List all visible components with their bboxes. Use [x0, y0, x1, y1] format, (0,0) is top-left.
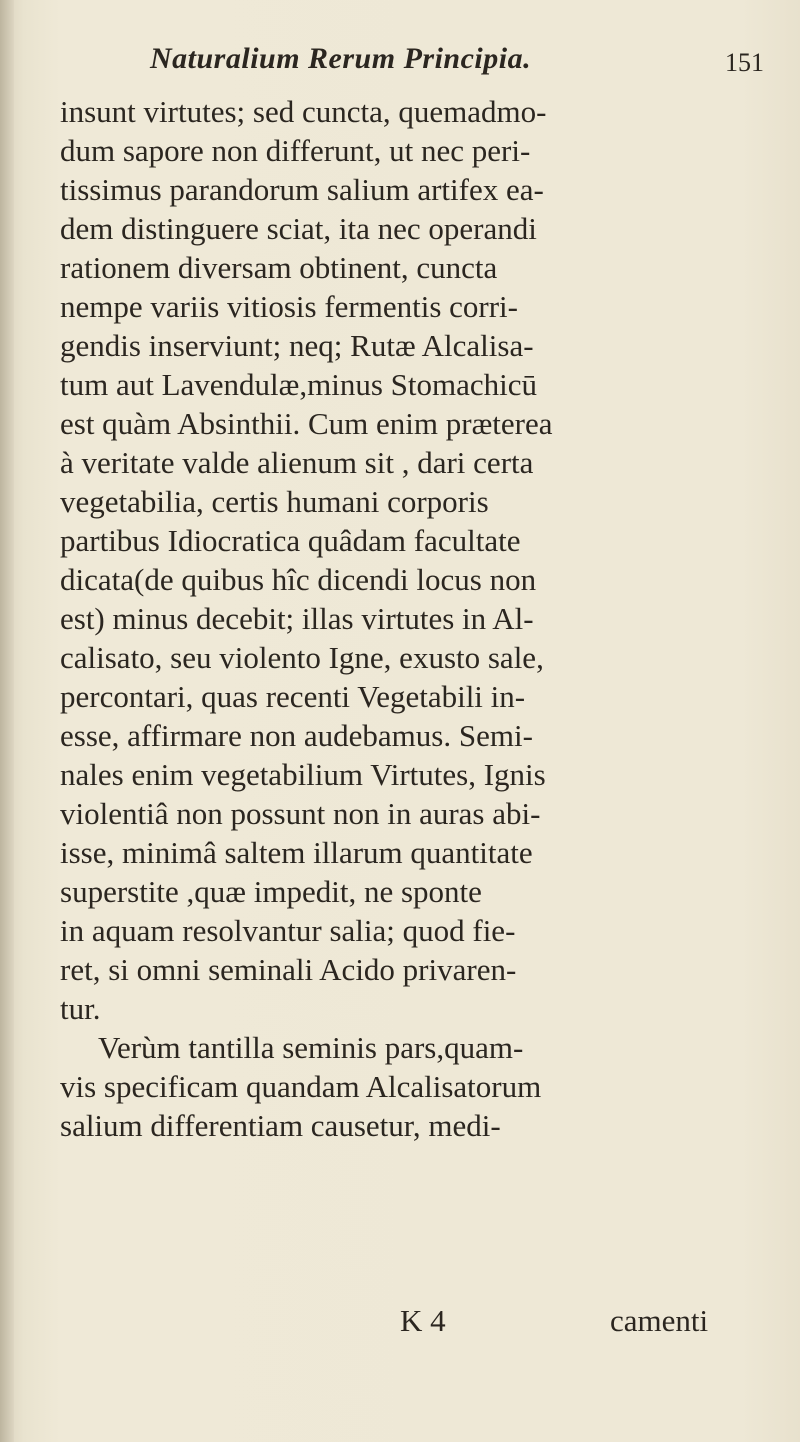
- text-line: tur.: [60, 991, 101, 1026]
- text-line: rationem diversam obtinent, cuncta: [60, 250, 498, 285]
- text-line: in aquam resolvantur salia; quod fie-: [60, 913, 516, 948]
- text-line: esse, affirmare non audebamus. Semi-: [60, 718, 533, 753]
- text-line: superstite ,quæ impedit, ne sponte: [60, 874, 482, 909]
- text-line: dicata(de quibus hîc dicendi locus non: [60, 562, 537, 597]
- catchword: camenti: [610, 1303, 709, 1338]
- text-line: est) minus decebit; illas virtutes in Al-: [60, 601, 534, 636]
- text-line: nales enim vegetabilium Virtutes, Ignis: [60, 757, 546, 792]
- page-footer: [0, 1303, 800, 1343]
- text-line: percontari, quas recenti Vegetabili in-: [60, 679, 526, 714]
- text-line: dum sapore non differunt, ut nec peri-: [60, 133, 531, 168]
- page-number: 151: [725, 48, 764, 77]
- text-line: tum aut Lavendulæ,minus Stomachicū: [60, 367, 537, 402]
- running-title: Naturalium Rerum Principia.: [150, 42, 532, 75]
- page-header: [0, 42, 800, 86]
- text-line: calisato, seu violento Igne, exusto sale,: [60, 640, 544, 675]
- text-line: à veritate valde alienum sit , dari certa: [60, 445, 534, 480]
- text-line: nempe variis vitiosis fermentis corri-: [60, 289, 518, 324]
- text-line: dem distinguere sciat, ita nec operandi: [60, 211, 537, 246]
- text-line: tissimus parandorum salium artifex ea-: [60, 172, 544, 207]
- text-line: est quàm Absinthii. Cum enim præterea: [60, 406, 553, 441]
- signature-mark: K 4: [400, 1303, 446, 1338]
- text-line: gendis inserviunt; neq; Rutæ Alcalisa-: [60, 328, 534, 363]
- page-gutter: [0, 0, 14, 1442]
- text-line: Verùm tantilla seminis pars,quam-: [98, 1030, 524, 1065]
- text-line: vis specificam quandam Alcalisatorum: [60, 1069, 542, 1104]
- text-line: partibus Idiocratica quâdam facultate: [60, 523, 521, 558]
- text-line: vegetabilia, certis humani corporis: [60, 484, 489, 519]
- text-line: salium differentiam causetur, medi-: [60, 1108, 501, 1143]
- body-text: [60, 92, 750, 1145]
- text-line: violentiâ non possunt non in auras abi-: [60, 796, 541, 831]
- text-line: insunt virtutes; sed cuncta, quemadmo-: [60, 94, 547, 129]
- text-line: ret, si omni seminali Acido privaren-: [60, 952, 517, 987]
- text-line: isse, minimâ saltem illarum quantitate: [60, 835, 533, 870]
